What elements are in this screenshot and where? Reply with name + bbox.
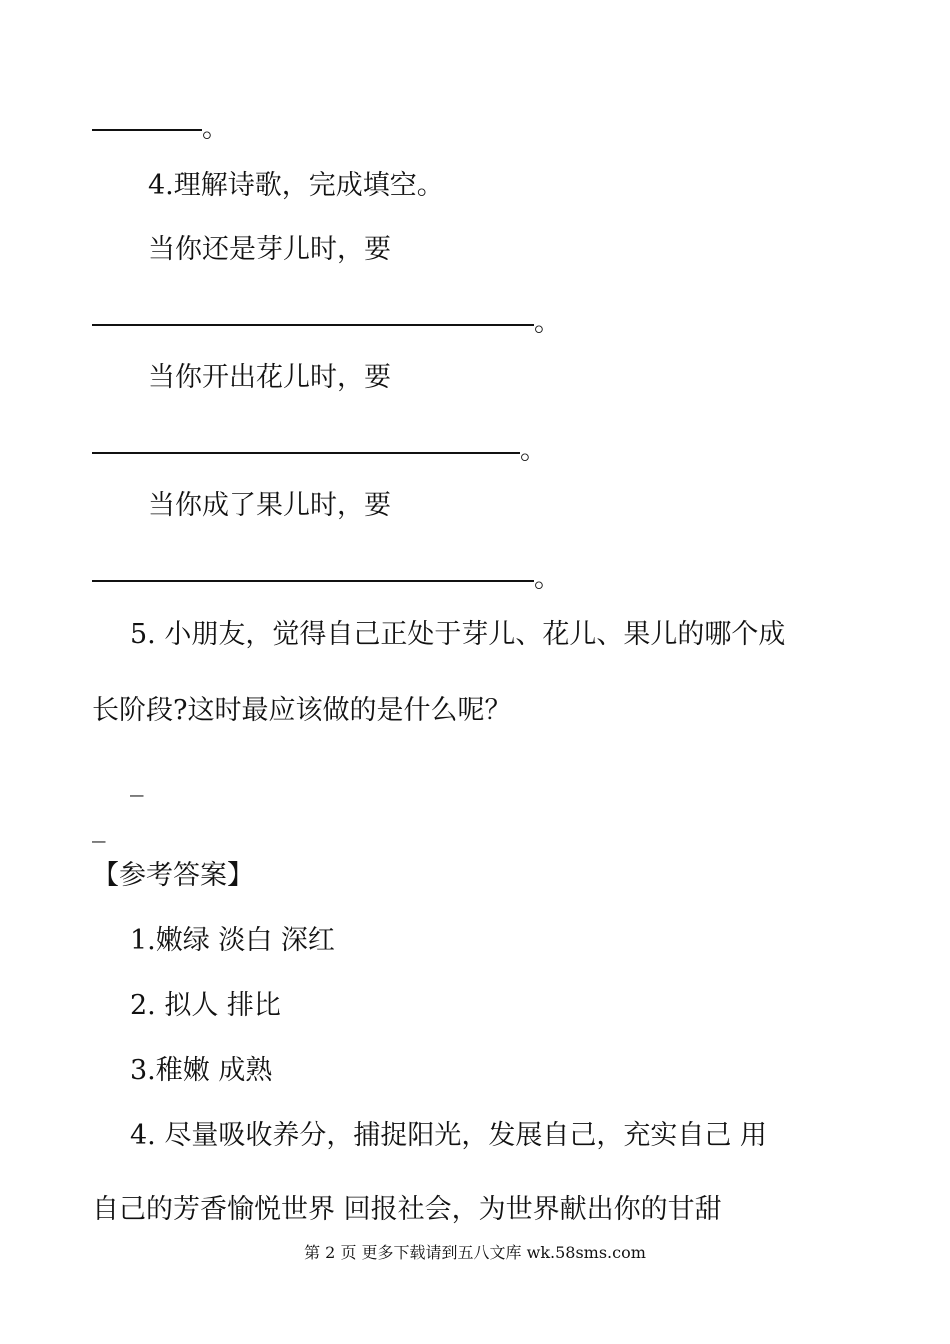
full-stop: 。 [534, 307, 561, 338]
answer-1: 1.嫩绿 淡白 深红 [130, 925, 335, 956]
question-5-answer-mark: _ [92, 812, 106, 843]
answer-2: 2. 拟人 排比 [130, 990, 281, 1021]
answer-blank [92, 324, 534, 326]
question-5-line-2: 长阶段?这时最应该做的是什么呢？ [92, 695, 512, 726]
question-4-fruit-prompt: 当你成了果儿时，要 [148, 490, 391, 521]
question-5-line-1: 5. 小朋友，觉得自己正处于芽儿、花儿、果儿的哪个成 [130, 619, 786, 650]
full-stop: 。 [534, 563, 561, 594]
answers-heading: 【参考答案】 [92, 860, 254, 891]
answer-blank [92, 452, 520, 454]
full-stop: 。 [202, 113, 229, 144]
question-4-bud-prompt: 当你还是芽儿时，要 [148, 234, 391, 265]
answer-4-line-1: 4. 尽量吸收养分，捕捉阳光，发展自己，充实自己 用 [130, 1120, 767, 1151]
question-5-answer-mark: _ [130, 766, 144, 797]
question-4-flower-prompt: 当你开出花儿时，要 [148, 362, 391, 393]
page-footer: 第 2 页 更多下载请到五八文库 wk.58sms.com [304, 1243, 646, 1262]
full-stop: 。 [520, 435, 547, 466]
question-4-title: 4.理解诗歌，完成填空。 [148, 170, 444, 201]
answer-4-line-2: 自己的芳香愉悦世界 回报社会，为世界献出你的甘甜 [92, 1194, 722, 1225]
answer-blank [92, 580, 534, 582]
answer-3: 3.稚嫩 成熟 [130, 1055, 273, 1086]
answer-blank [92, 129, 202, 131]
